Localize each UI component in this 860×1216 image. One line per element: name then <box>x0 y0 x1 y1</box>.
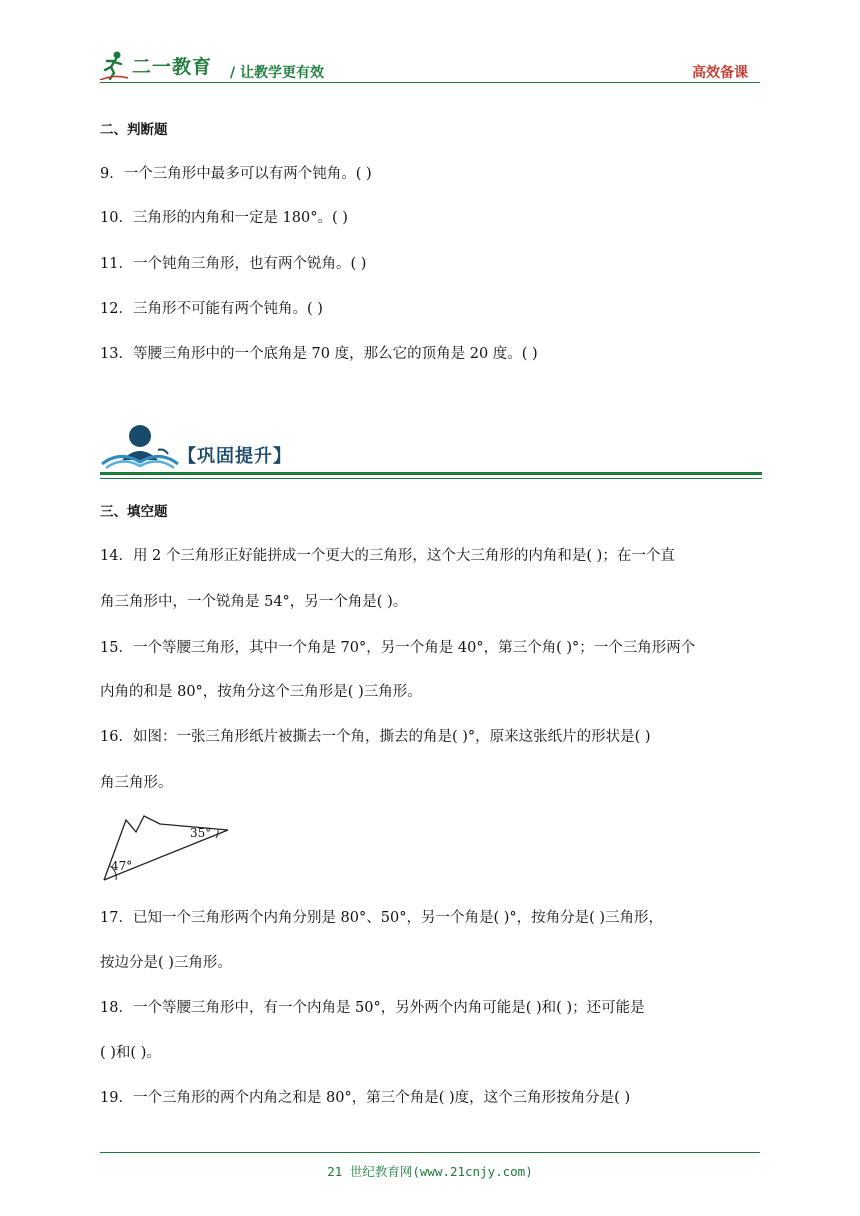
header-divider <box>100 82 760 83</box>
banner-title: 【巩固提升】 <box>178 446 292 467</box>
header-slogan: / 让教学更有效 <box>230 65 324 81</box>
question-9: 9．一个三角形中最多可以有两个钝角。( ) <box>100 166 372 182</box>
question-11: 11．一个钝角三角形，也有两个锐角。( ) <box>100 256 367 272</box>
logo <box>100 48 212 82</box>
page-header <box>100 48 760 88</box>
footer-text: 21 世纪教育网(www.21cnjy.com) <box>327 1164 533 1179</box>
question-13: 13．等腰三角形中的一个底角是 70 度，那么它的顶角是 20 度。( ) <box>100 346 538 362</box>
angle-label-47: 47° <box>111 859 133 873</box>
question-14-line-2: 角三角形中，一个锐角是 54°，另一个角是( )。 <box>100 594 408 610</box>
footer-divider <box>100 1152 760 1153</box>
reading-person-icon <box>100 420 180 472</box>
question-15-line-2: 内角的和是 80°，按角分这个三角形是( )三角形。 <box>100 684 422 700</box>
runner-logo-icon <box>100 50 128 80</box>
question-10: 10．三角形的内角和一定是 180°。( ) <box>100 210 348 226</box>
question-16-line-1: 16．如图：一张三角形纸片被撕去一个角，撕去的角是( )°，原来这张纸片的形状是( ) <box>100 729 651 745</box>
question-14-line-1: 14．用 2 个三角形正好能拼成一个更大的三角形，这个大三角形的内角和是( )；在一个直 <box>100 548 675 564</box>
question-17-line-1: 17．已知一个三角形两个内角分别是 80°、50°，另一个角是( )°，按角分是( )三角形， <box>100 910 664 926</box>
question-15-line-1: 15．一个等腰三角形，其中一个角是 70°，另一个角是 40°，第三个角( )°；一个三角形两个 <box>100 640 696 656</box>
question-16-line-2: 角三角形。 <box>100 775 173 791</box>
question-17-line-2: 按边分是( )三角形。 <box>100 955 232 971</box>
question-18-line-2: ( )和( )。 <box>100 1045 161 1061</box>
torn-triangle-diagram <box>100 810 230 882</box>
question-18-line-1: 18．一个等腰三角形中，有一个内角是 50°，另外两个内角可能是( )和( )；还可能是 <box>100 1000 645 1016</box>
question-19-line-1: 19．一个三角形的两个内角之和是 80°，第三个角是( )度，这个三角形按角分是( ) <box>100 1090 631 1106</box>
banner-divider-thin <box>100 478 762 479</box>
section-title-judgement: 二、判断题 <box>100 122 168 138</box>
torn-triangle-figure <box>100 810 230 882</box>
logo-text: 二一教育 <box>132 55 213 78</box>
question-12: 12．三角形不可能有两个钝角。( ) <box>100 301 323 317</box>
section-banner <box>100 420 762 480</box>
banner-divider-thick <box>100 472 762 475</box>
header-right-label: 高效备课 <box>692 65 748 81</box>
section-title-fill-blank: 三、填空题 <box>100 504 168 520</box>
angle-label-35: 35° <box>190 826 212 840</box>
